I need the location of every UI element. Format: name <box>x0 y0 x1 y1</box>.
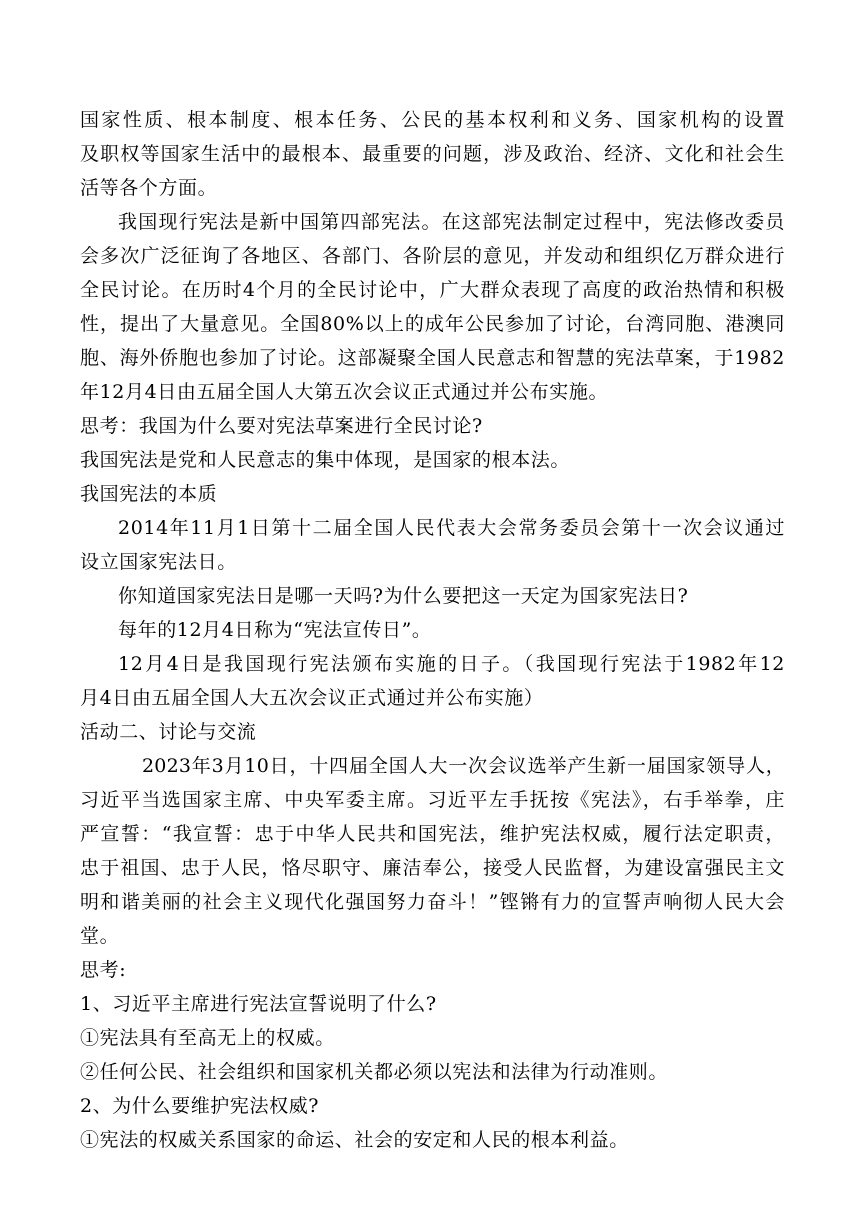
paragraph-line: 会多次广泛征询了各地区、各部门、各阶层的意见，并发动和组织亿万群众进行 <box>80 245 785 267</box>
paragraph-line: 活等各个方面。 <box>80 177 218 199</box>
answer-line: 每年的12月4日称为“宪法宣传日”。 <box>118 619 432 641</box>
paragraph-line: 12月4日是我国现行宪法颁布实施的日子。（我国现行宪法于1982年12 <box>118 653 785 675</box>
paragraph-line: 全民讨论。在历时4个月的全民讨论中，广大群众表现了高度的政治热情和积极 <box>80 279 785 301</box>
section-heading: 我国宪法的本质 <box>80 483 218 505</box>
question-line: 思考：我国为什么要对宪法草案进行全民讨论? <box>80 415 483 437</box>
paragraph-line: 习近平当选国家主席、中央军委主席。习近平左手抚按《宪法》，右手举拳，庄 <box>80 789 785 811</box>
paragraph-line: 忠于祖国、忠于人民，恪尽职守、廉洁奉公，接受人民监督，为建设富强民主文 <box>80 857 785 879</box>
document-page <box>80 103 785 1157</box>
question-heading: 思考: <box>80 959 127 981</box>
paragraph-line: 设立国家宪法日。 <box>80 551 237 573</box>
paragraph-line: 月4日由五届全国人大五次会议正式通过并公布实施） <box>80 687 544 709</box>
answer-line: ②任何公民、社会组织和国家机关都必须以宪法和法律为行动准则。 <box>80 1061 669 1083</box>
answer-line: 我国宪法是党和人民意志的集中体现，是国家的根本法。 <box>80 449 571 471</box>
paragraph-line: 我国现行宪法是新中国第四部宪法。在这部宪法制定过程中，宪法修改委员 <box>118 211 785 233</box>
paragraph-line: 国家性质、根本制度、根本任务、公民的基本权利和义务、国家机构的设置 <box>80 109 785 131</box>
paragraph-line: 及职权等国家生活中的最根本、最重要的问题，涉及政治、经济、文化和社会生 <box>80 143 785 165</box>
answer-line: ①宪法具有至高无上的权威。 <box>80 1027 335 1049</box>
paragraph-line: 明和谐美丽的社会主义现代化强国努力奋斗！”铿锵有力的宣誓声响彻人民大会 <box>80 891 785 913</box>
paragraph-line: 严宣誓：“我宣誓：忠于中华人民共和国宪法，维护宪法权威，履行法定职责， <box>80 823 785 845</box>
paragraph-line: 2014年11月1日第十二届全国人民代表大会常务委员会第十一次会议通过 <box>118 517 785 539</box>
paragraph-line: 堂。 <box>80 925 120 947</box>
paragraph-line: 年12月4日由五届全国人大第五次会议正式通过并公布实施。 <box>80 381 609 403</box>
paragraph-line: 胞、海外侨胞也参加了讨论。这部凝聚全国人民意志和智慧的宪法草案，于1982 <box>80 347 785 369</box>
question-line: 1、习近平主席进行宪法宣誓说明了什么? <box>80 993 437 1015</box>
question-line: 你知道国家宪法日是哪一天吗?为什么要把这一天定为国家宪法日? <box>118 585 689 607</box>
section-heading: 活动二、讨论与交流 <box>80 721 257 743</box>
question-line: 2、为什么要维护宪法权威? <box>80 1095 320 1117</box>
paragraph-line: 性，提出了大量意见。全国80%以上的成年公民参加了讨论，台湾同胞、港澳同 <box>80 313 785 335</box>
paragraph-line: 2023年3月10日，十四届全国人大一次会议选举产生新一届国家领导人， <box>142 755 785 777</box>
answer-line: ①宪法的权威关系国家的命运、社会的安定和人民的根本利益。 <box>80 1129 629 1151</box>
